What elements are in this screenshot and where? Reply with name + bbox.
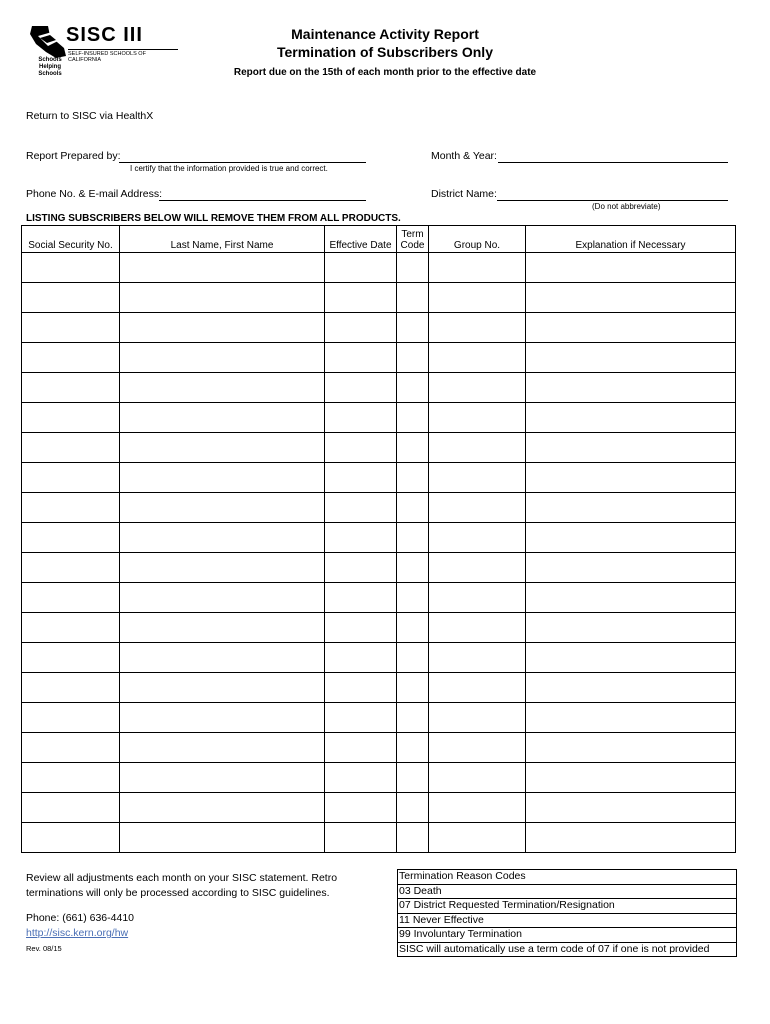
table-row (22, 523, 736, 553)
table-row (22, 433, 736, 463)
logo-tagline: Schools Helping Schools (38, 57, 62, 77)
table-cell[interactable] (22, 523, 120, 553)
table-cell[interactable] (429, 403, 526, 433)
subscriber-table (21, 225, 736, 853)
table-cell[interactable] (397, 373, 429, 403)
table-cell[interactable] (120, 763, 325, 793)
table-cell[interactable] (526, 313, 736, 343)
review-note (26, 871, 337, 901)
table-cell[interactable] (325, 643, 397, 673)
table-cell[interactable] (526, 583, 736, 613)
district-note: (Do not abbreviate) (592, 202, 661, 211)
table-cell[interactable] (429, 283, 526, 313)
table-cell[interactable] (325, 313, 397, 343)
termination-codes-box (397, 869, 737, 957)
table-cell[interactable] (429, 463, 526, 493)
website-link[interactable]: http://sisc.kern.org/hw (26, 927, 129, 939)
table-cell[interactable] (429, 523, 526, 553)
table-cell[interactable] (22, 793, 120, 823)
table-cell[interactable] (120, 733, 325, 763)
revision-label: Rev. 08/15 (26, 944, 62, 953)
table-cell[interactable] (22, 283, 120, 313)
table-cell[interactable] (429, 793, 526, 823)
codes-note: SISC will automatically use a term code of 07 if one is not provided (399, 942, 710, 955)
table-row (22, 793, 736, 823)
table-cell[interactable] (397, 793, 429, 823)
table-cell[interactable] (22, 763, 120, 793)
table-row (22, 403, 736, 433)
table-cell[interactable] (397, 493, 429, 523)
table-cell[interactable] (429, 643, 526, 673)
table-cell[interactable] (429, 583, 526, 613)
table-cell[interactable] (429, 733, 526, 763)
table-cell[interactable] (397, 343, 429, 373)
review-line-1: Review all adjustments each month on your SISC statement. Retro (26, 872, 338, 884)
table-cell[interactable] (22, 433, 120, 463)
logo-title: SISC III (66, 24, 143, 46)
phone-email-label: Phone No. & E-mail Address: (26, 188, 162, 200)
table-cell[interactable] (120, 523, 325, 553)
prepared-by-field[interactable] (119, 150, 366, 163)
table-cell[interactable] (429, 673, 526, 703)
table-cell[interactable] (325, 253, 397, 283)
table-cell[interactable] (325, 823, 397, 853)
table-cell[interactable] (120, 643, 325, 673)
table-cell[interactable] (325, 703, 397, 733)
table-cell[interactable] (526, 463, 736, 493)
table-cell[interactable] (325, 403, 397, 433)
table-cell[interactable] (22, 613, 120, 643)
phone-email-field[interactable] (159, 188, 366, 201)
table-cell[interactable] (325, 763, 397, 793)
table-cell[interactable] (526, 553, 736, 583)
table-cell[interactable] (325, 283, 397, 313)
table-cell[interactable] (526, 283, 736, 313)
table-cell[interactable] (397, 583, 429, 613)
table-row (22, 373, 736, 403)
table-cell[interactable] (120, 343, 325, 373)
return-instruction: Return to SISC via HealthX (26, 110, 154, 122)
table-cell[interactable] (397, 823, 429, 853)
table-cell[interactable] (526, 793, 736, 823)
table-cell[interactable] (325, 673, 397, 703)
table-cell[interactable] (397, 253, 429, 283)
certify-note: I certify that the information provided is true and correct. (130, 164, 328, 173)
logo-subtitle: SELF-INSURED SCHOOLS OF CALIFORNIA (68, 49, 178, 63)
table-cell[interactable] (120, 493, 325, 523)
table-cell[interactable] (429, 253, 526, 283)
table-header-row (22, 226, 736, 253)
table-cell[interactable] (429, 313, 526, 343)
table-cell[interactable] (120, 433, 325, 463)
table-cell[interactable] (22, 733, 120, 763)
table-row (22, 643, 736, 673)
table-cell[interactable] (325, 343, 397, 373)
table-cell[interactable] (429, 343, 526, 373)
table-cell[interactable] (325, 433, 397, 463)
table-cell[interactable] (397, 433, 429, 463)
table-cell[interactable] (526, 493, 736, 523)
table-cell[interactable] (120, 703, 325, 733)
table-row (22, 253, 736, 283)
table-row (22, 583, 736, 613)
table-cell[interactable] (22, 583, 120, 613)
table-row (22, 553, 736, 583)
table-cell[interactable] (526, 763, 736, 793)
table-cell[interactable] (22, 703, 120, 733)
table-cell[interactable] (397, 763, 429, 793)
table-cell[interactable] (22, 493, 120, 523)
table-cell[interactable] (397, 283, 429, 313)
table-cell[interactable] (526, 613, 736, 643)
table-row (22, 823, 736, 853)
review-line-2: terminations will only be processed according to SISC guidelines. (26, 887, 330, 899)
table-cell[interactable] (325, 583, 397, 613)
table-cell[interactable] (325, 523, 397, 553)
table-cell[interactable] (120, 793, 325, 823)
page-title: Maintenance Activity Report (291, 26, 479, 42)
table-cell[interactable] (397, 703, 429, 733)
table-cell[interactable] (22, 313, 120, 343)
table-cell[interactable] (22, 373, 120, 403)
due-date-note: Report due on the 15th of each month prior to the effective date (233, 67, 537, 78)
table-cell[interactable] (22, 823, 120, 853)
table-cell[interactable] (325, 493, 397, 523)
table-cell[interactable] (325, 793, 397, 823)
removal-warning: LISTING SUBSCRIBERS BELOW WILL REMOVE THEM FROM ALL PRODUCTS. (26, 213, 401, 224)
col-explanation: Explanation if Necessary (526, 226, 736, 253)
table-row (22, 733, 736, 763)
table-cell[interactable] (526, 643, 736, 673)
page-title-sub: Termination of Subscribers Only (276, 44, 493, 60)
table-cell[interactable] (120, 253, 325, 283)
table-cell[interactable] (325, 463, 397, 493)
table-cell[interactable] (120, 463, 325, 493)
phone-number: Phone: (661) 636-4410 (26, 912, 134, 924)
code-item: 03 Death (398, 885, 736, 900)
table-cell[interactable] (22, 343, 120, 373)
table-cell[interactable] (429, 823, 526, 853)
table-cell[interactable] (526, 823, 736, 853)
table-cell[interactable] (22, 673, 120, 703)
table-cell[interactable] (429, 763, 526, 793)
table-cell[interactable] (120, 613, 325, 643)
table-cell[interactable] (397, 673, 429, 703)
table-cell[interactable] (526, 373, 736, 403)
table-cell[interactable] (22, 253, 120, 283)
table-cell[interactable] (120, 313, 325, 343)
table-cell[interactable] (526, 343, 736, 373)
table-cell[interactable] (526, 433, 736, 463)
district-field[interactable] (497, 188, 728, 201)
col-effective-date: Effective Date (325, 226, 397, 253)
col-name: Last Name, First Name (120, 226, 325, 253)
table-cell[interactable] (429, 703, 526, 733)
table-cell[interactable] (526, 733, 736, 763)
table-cell[interactable] (120, 823, 325, 853)
table-cell[interactable] (325, 553, 397, 583)
table-cell[interactable] (120, 553, 325, 583)
month-year-field[interactable] (498, 150, 728, 163)
table-cell[interactable] (397, 313, 429, 343)
table-cell[interactable] (429, 373, 526, 403)
code-item: 07 District Requested Termination/Resignation (398, 899, 736, 914)
table-row (22, 313, 736, 343)
table-cell[interactable] (397, 463, 429, 493)
table-cell[interactable] (397, 613, 429, 643)
table-cell[interactable] (325, 613, 397, 643)
table-cell[interactable] (429, 433, 526, 463)
table-row (22, 613, 736, 643)
table-cell[interactable] (526, 403, 736, 433)
table-cell[interactable] (526, 673, 736, 703)
table-cell[interactable] (325, 733, 397, 763)
table-cell[interactable] (397, 643, 429, 673)
col-term-code: Term Code (397, 226, 429, 253)
table-row (22, 703, 736, 733)
table-cell[interactable] (397, 403, 429, 433)
table-cell[interactable] (397, 553, 429, 583)
table-cell[interactable] (120, 403, 325, 433)
table-cell[interactable] (120, 373, 325, 403)
table-cell[interactable] (429, 493, 526, 523)
table-cell[interactable] (397, 523, 429, 553)
table-cell[interactable] (526, 523, 736, 553)
table-cell[interactable] (429, 553, 526, 583)
table-cell[interactable] (22, 403, 120, 433)
table-row (22, 343, 736, 373)
table-cell[interactable] (397, 733, 429, 763)
table-cell[interactable] (120, 283, 325, 313)
table-cell[interactable] (526, 703, 736, 733)
codes-title: Termination Reason Codes (398, 870, 736, 885)
prepared-by-label: Report Prepared by: (26, 150, 121, 162)
table-row (22, 763, 736, 793)
table-cell[interactable] (526, 253, 736, 283)
col-group-no: Group No. (429, 226, 526, 253)
month-year-label: Month & Year: (431, 150, 497, 162)
table-row (22, 673, 736, 703)
col-ssn: Social Security No. (22, 226, 120, 253)
table-cell[interactable] (429, 613, 526, 643)
district-label: District Name: (431, 188, 497, 200)
code-item: 99 Involuntary Termination (398, 928, 736, 943)
table-cell[interactable] (22, 463, 120, 493)
table-cell[interactable] (22, 553, 120, 583)
table-cell[interactable] (325, 373, 397, 403)
table-row (22, 283, 736, 313)
table-row (22, 463, 736, 493)
table-row (22, 493, 736, 523)
table-cell[interactable] (120, 583, 325, 613)
code-item: 11 Never Effective (398, 914, 736, 929)
table-cell[interactable] (120, 673, 325, 703)
table-cell[interactable] (22, 643, 120, 673)
